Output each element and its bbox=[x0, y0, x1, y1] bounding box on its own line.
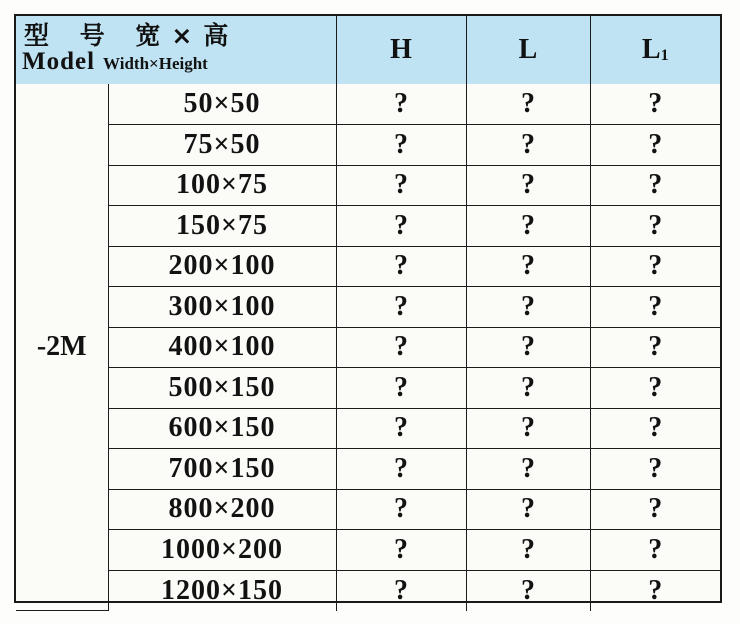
table-row bbox=[16, 246, 720, 287]
l-value-cell: ? bbox=[466, 408, 590, 449]
h-value-cell: ? bbox=[336, 125, 466, 166]
table-row bbox=[16, 125, 720, 166]
spec-table bbox=[16, 16, 720, 611]
h-value-cell: ? bbox=[336, 165, 466, 206]
table-row bbox=[16, 368, 720, 409]
h-value-cell: ? bbox=[336, 206, 466, 247]
spec-table-frame bbox=[14, 14, 722, 606]
l1-value-cell: ? bbox=[590, 287, 720, 328]
table-row bbox=[16, 165, 720, 206]
l-value-cell: ? bbox=[466, 246, 590, 287]
l-value-cell: ? bbox=[466, 449, 590, 490]
h-value-cell: ? bbox=[336, 570, 466, 611]
size-cell: 150×75 bbox=[108, 206, 336, 247]
header-chinese-label: 型 号 宽×高 bbox=[24, 21, 240, 50]
size-cell: 300×100 bbox=[108, 287, 336, 328]
h-value-cell: ? bbox=[336, 408, 466, 449]
table-row bbox=[16, 84, 720, 125]
size-cell: 1000×200 bbox=[108, 530, 336, 571]
table-row bbox=[16, 489, 720, 530]
l-value-cell: ? bbox=[466, 125, 590, 166]
table-row bbox=[16, 570, 720, 611]
table-row bbox=[16, 327, 720, 368]
size-cell: 700×150 bbox=[108, 449, 336, 490]
l1-value-cell: ? bbox=[590, 206, 720, 247]
header-width-height-label: Width×Height bbox=[103, 54, 208, 73]
l1-value-cell: ? bbox=[590, 84, 720, 125]
column-header-l: L bbox=[466, 16, 590, 84]
size-cell: 100×75 bbox=[108, 165, 336, 206]
l1-value-cell: ? bbox=[590, 530, 720, 571]
l-value-cell: ? bbox=[466, 287, 590, 328]
header-row bbox=[16, 16, 720, 84]
h-value-cell: ? bbox=[336, 530, 466, 571]
l-value-cell: ? bbox=[466, 489, 590, 530]
table-row bbox=[16, 449, 720, 490]
table-body bbox=[16, 84, 720, 611]
l1-value-cell: ? bbox=[590, 408, 720, 449]
l-value-cell: ? bbox=[466, 327, 590, 368]
size-cell: 800×200 bbox=[108, 489, 336, 530]
l-value-cell: ? bbox=[466, 84, 590, 125]
size-cell: 600×150 bbox=[108, 408, 336, 449]
column-header-h: H bbox=[336, 16, 466, 84]
column-header-l1 bbox=[590, 16, 720, 84]
table-row bbox=[16, 530, 720, 571]
l1-value-cell: ? bbox=[590, 327, 720, 368]
size-cell: 200×100 bbox=[108, 246, 336, 287]
h-value-cell: ? bbox=[336, 287, 466, 328]
size-cell: 1200×150 bbox=[108, 570, 336, 611]
size-cell: 500×150 bbox=[108, 368, 336, 409]
column-header-l1-subscript: 1 bbox=[660, 47, 669, 64]
l1-value-cell: ? bbox=[590, 570, 720, 611]
l1-value-cell: ? bbox=[590, 489, 720, 530]
l1-value-cell: ? bbox=[590, 449, 720, 490]
table-row bbox=[16, 206, 720, 247]
l1-value-cell: ? bbox=[590, 368, 720, 409]
h-value-cell: ? bbox=[336, 449, 466, 490]
l1-value-cell: ? bbox=[590, 246, 720, 287]
header-english-label bbox=[16, 49, 336, 78]
h-value-cell: ? bbox=[336, 368, 466, 409]
table-row bbox=[16, 287, 720, 328]
l-value-cell: ? bbox=[466, 570, 590, 611]
size-cell: 50×50 bbox=[108, 84, 336, 125]
h-value-cell: ? bbox=[336, 84, 466, 125]
table-row bbox=[16, 408, 720, 449]
model-cell: -2M bbox=[16, 84, 108, 611]
l-value-cell: ? bbox=[466, 530, 590, 571]
l-value-cell: ? bbox=[466, 206, 590, 247]
size-cell: 75×50 bbox=[108, 125, 336, 166]
column-header-l1-main: L bbox=[641, 34, 661, 65]
l-value-cell: ? bbox=[466, 165, 590, 206]
l-value-cell: ? bbox=[466, 368, 590, 409]
h-value-cell: ? bbox=[336, 246, 466, 287]
model-size-header bbox=[16, 16, 336, 84]
h-value-cell: ? bbox=[336, 327, 466, 368]
l1-value-cell: ? bbox=[590, 125, 720, 166]
h-value-cell: ? bbox=[336, 489, 466, 530]
size-cell: 400×100 bbox=[108, 327, 336, 368]
l1-value-cell: ? bbox=[590, 165, 720, 206]
header-model-label: Model bbox=[22, 48, 96, 75]
